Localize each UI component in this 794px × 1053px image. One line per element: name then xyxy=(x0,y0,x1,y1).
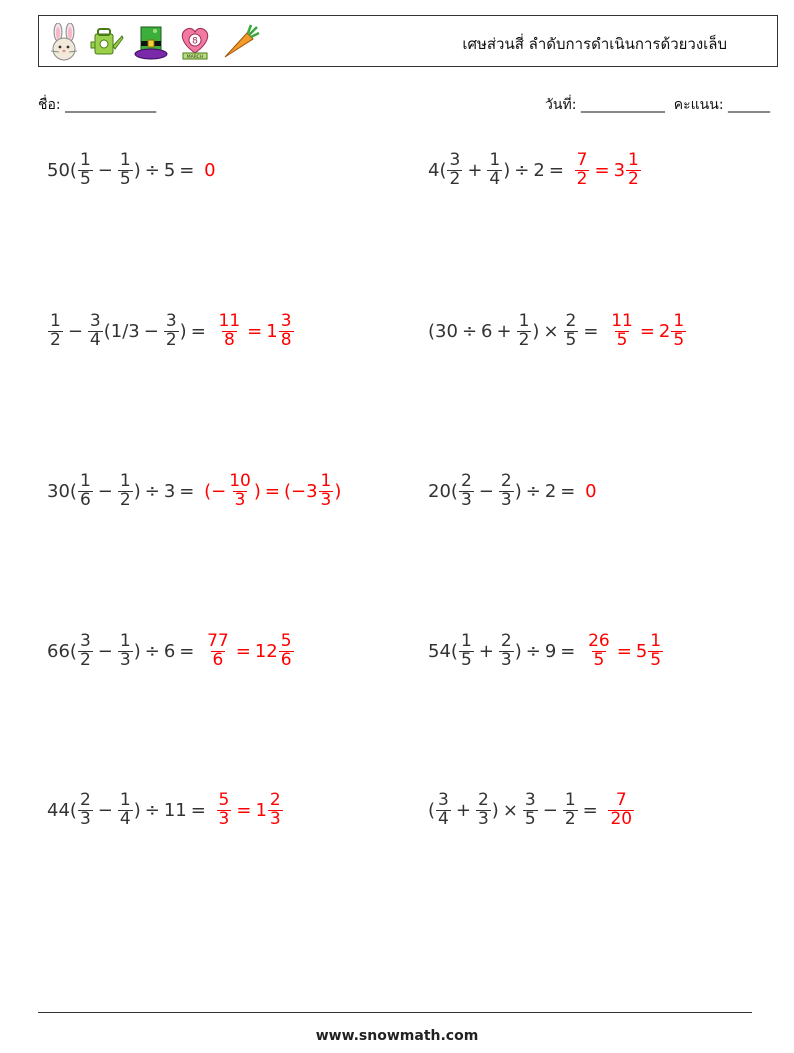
fraction: $\frac{1}{2}$ xyxy=(628,149,639,189)
fraction: $\frac{1}{3}$ xyxy=(320,470,332,510)
problem-expression: 4( $\frac{3}{2}$ + $\frac{1}{4}$ ) ÷ 2 = xyxy=(428,149,564,189)
header-icons xyxy=(47,22,261,62)
problem-10 xyxy=(428,781,635,839)
problem-answer: 0 xyxy=(585,480,597,502)
problem-answer: $\frac{26}{5}$ = 5 $\frac{1}{5}$ xyxy=(588,630,662,670)
problem-answer: $\frac{77}{6}$ = 12 $\frac{5}{6}$ xyxy=(207,630,292,670)
problem-expression: ( $\frac{3}{4}$ + $\frac{2}{3}$ ) × $\frac{3}{5}$ − $\frac{1}{2}$ = xyxy=(428,789,598,829)
bunny-icon xyxy=(47,23,81,61)
problem-expression: 20( $\frac{2}{3}$ − $\frac{2}{3}$ ) ÷ 2 = xyxy=(428,470,576,510)
problem-expression: (30 ÷ 6 + $\frac{1}{2}$ ) × $\frac{2}{5}$ = xyxy=(428,310,599,350)
fraction: $\frac{2}{3}$ xyxy=(460,470,472,510)
footer-website: www.snowmath.com xyxy=(315,1028,479,1044)
name-field-label: ชื่อ: _____________ xyxy=(38,97,157,113)
fraction: $\frac{3}{4}$ xyxy=(89,310,101,350)
fraction: $\frac{3}{2}$ xyxy=(449,149,461,189)
fraction: $\frac{7}{2}$ xyxy=(576,149,588,189)
fraction: $\frac{2}{3}$ xyxy=(500,470,512,510)
fraction: $\frac{1}{4}$ xyxy=(119,789,131,829)
problem-expression: 54( $\frac{1}{5}$ + $\frac{2}{3}$ ) ÷ 9 = xyxy=(428,630,576,670)
carrot-icon xyxy=(221,23,261,61)
fraction: $\frac{26}{5}$ xyxy=(588,630,610,670)
problem-answer: $\frac{5}{3}$ = 1 $\frac{2}{3}$ xyxy=(218,789,281,829)
problem-6 xyxy=(428,462,597,520)
problem-answer: $\frac{11}{5}$ = 2 $\frac{1}{5}$ xyxy=(611,310,685,350)
fraction: $\frac{1}{3}$ xyxy=(119,630,131,670)
fraction: $\frac{2}{5}$ xyxy=(565,310,577,350)
calendar-day: 8 xyxy=(192,36,198,47)
fraction: $\frac{2}{3}$ xyxy=(500,630,512,670)
worksheet-title: เศษส่วนสี่ ลำดับการดำเนินการด้วยวงเล็บ xyxy=(462,35,727,53)
fraction: $\frac{7}{20}$ xyxy=(610,789,633,829)
problem-answer: (− $\frac{10}{3}$ ) = (−3 $\frac{1}{3}$ ) xyxy=(204,470,342,510)
fraction: $\frac{1}{5}$ xyxy=(673,310,685,350)
watering-can-icon xyxy=(89,24,125,60)
fraction: $\frac{3}{5}$ xyxy=(524,789,536,829)
problem-9 xyxy=(47,781,284,839)
problem-1 xyxy=(47,141,216,199)
fraction: $\frac{2}{3}$ xyxy=(477,789,489,829)
problem-expression: 30( $\frac{1}{6}$ − $\frac{1}{2}$ ) ÷ 3 = xyxy=(47,470,195,510)
fraction: $\frac{1}{4}$ xyxy=(489,149,501,189)
problem-answer: 0 xyxy=(204,159,216,181)
header-box xyxy=(38,15,778,67)
footer-divider xyxy=(38,1012,752,1013)
fraction: $\frac{1}{6}$ xyxy=(79,470,91,510)
fraction: $\frac{5}{6}$ xyxy=(280,630,292,670)
leprechaun-hat-icon xyxy=(133,23,169,61)
fraction: $\frac{11}{8}$ xyxy=(218,310,241,350)
fraction: $\frac{77}{6}$ xyxy=(207,630,229,670)
problem-2 xyxy=(428,141,642,199)
fraction: $\frac{11}{5}$ xyxy=(611,310,633,350)
problem-expression: 44( $\frac{2}{3}$ − $\frac{1}{4}$ ) ÷ 11 = xyxy=(47,789,206,829)
problem-answer xyxy=(607,789,635,829)
fraction: $\frac{1}{5}$ xyxy=(119,149,131,189)
heart-calendar-icon xyxy=(177,23,213,61)
problem-expression: 66( $\frac{3}{2}$ − $\frac{1}{3}$ ) ÷ 6 = xyxy=(47,630,195,670)
fraction: $\frac{3}{8}$ xyxy=(280,310,292,350)
fraction: $\frac{5}{3}$ xyxy=(218,789,230,829)
problem-4 xyxy=(428,302,687,360)
fraction: $\frac{3}{4}$ xyxy=(438,789,449,829)
problem-8 xyxy=(428,622,664,680)
calendar-month: MARCH xyxy=(186,55,204,60)
problem-expression: $\frac{1}{2}$ − $\frac{3}{4}$ (1/3 − $\frac{3}{2}$ ) = xyxy=(50,310,206,350)
problem-5 xyxy=(47,462,341,520)
fraction: $\frac{2}{3}$ xyxy=(79,789,91,829)
fraction: $\frac{1}{5}$ xyxy=(79,149,91,189)
fraction: $\frac{10}{3}$ xyxy=(229,470,251,510)
fraction: $\frac{3}{2}$ xyxy=(165,310,177,350)
problem-3 xyxy=(47,302,295,360)
fraction: $\frac{1}{2}$ xyxy=(119,470,131,510)
problem-7 xyxy=(47,622,295,680)
fraction: $\frac{3}{2}$ xyxy=(79,630,91,670)
problem-answer: $\frac{7}{2}$ = 3 $\frac{1}{2}$ xyxy=(576,149,639,189)
fraction: $\frac{1}{5}$ xyxy=(650,630,662,670)
date-score-label: วันที่: ____________ คะแนน: ______ xyxy=(545,97,770,113)
fraction: $\frac{1}{2}$ xyxy=(50,310,61,350)
problem-answer: $\frac{11}{8}$ = 1 $\frac{3}{8}$ xyxy=(218,310,292,350)
problem-expression: 50( $\frac{1}{5}$ − $\frac{1}{5}$ ) ÷ 5 = xyxy=(47,149,195,189)
fraction: $\frac{1}{2}$ xyxy=(564,789,576,829)
fraction: $\frac{1}{5}$ xyxy=(460,630,472,670)
fraction: $\frac{2}{3}$ xyxy=(269,789,281,829)
fraction: $\frac{1}{2}$ xyxy=(518,310,530,350)
